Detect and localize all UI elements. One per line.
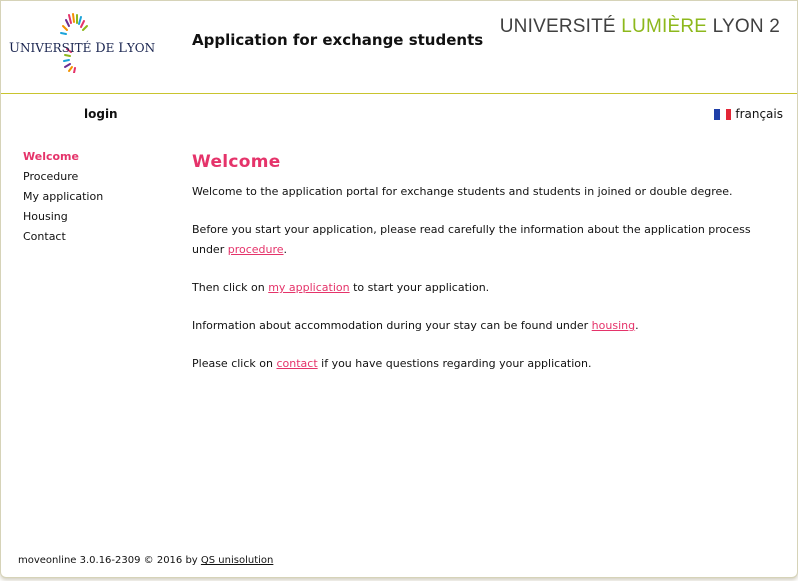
header bbox=[1, 1, 797, 94]
footer-version: moveonline 3.0.16-2309 © 2016 by bbox=[18, 555, 201, 566]
housing-paragraph: Information about accommodation during your stay can be found under housing. bbox=[192, 319, 639, 332]
qs-unisolution-link[interactable]: QS unisolution bbox=[200, 555, 274, 566]
french-flag-icon bbox=[714, 109, 731, 120]
main-content bbox=[192, 151, 772, 392]
procedure-paragraph: Before you start your application, please read carefully the information about the application process under procedure. bbox=[192, 223, 751, 256]
footer bbox=[18, 555, 273, 566]
my-application-link[interactable]: my application bbox=[268, 281, 350, 294]
housing-link[interactable]: housing bbox=[591, 319, 636, 332]
sidebar-item-housing[interactable]: Housing bbox=[23, 210, 68, 223]
login-link[interactable]: login bbox=[84, 107, 118, 121]
universite-de-lyon-logo[interactable] bbox=[7, 11, 156, 73]
sidebar-item-my-application[interactable]: My application bbox=[23, 190, 104, 203]
contact-link[interactable]: contact bbox=[276, 357, 318, 370]
procedure-link[interactable]: procedure bbox=[227, 243, 284, 256]
logo-udl-wordmark: UNIVERSITÉ DE LYON bbox=[9, 41, 156, 56]
language-switch[interactable] bbox=[714, 107, 783, 121]
universite-lumiere-lyon2-logo[interactable]: UNIVERSITÉ LUMIÈRE LYON 2 bbox=[499, 16, 780, 37]
sidebar-item-procedure[interactable]: Procedure bbox=[23, 170, 79, 183]
app-title: Application for exchange students bbox=[192, 31, 484, 49]
page-title: Welcome bbox=[192, 152, 281, 172]
sidebar-item-welcome[interactable]: Welcome bbox=[23, 150, 79, 163]
application-paragraph: Then click on my application to start your application. bbox=[192, 281, 490, 294]
sidebar-item-contact[interactable]: Contact bbox=[23, 230, 66, 243]
contact-paragraph: Please click on contact if you have questions regarding your application. bbox=[192, 357, 592, 370]
sidebar-nav bbox=[23, 150, 103, 250]
intro-paragraph: Welcome to the application portal for exchange students and students in joined or double degree. bbox=[192, 185, 733, 198]
language-label: français bbox=[735, 107, 783, 121]
